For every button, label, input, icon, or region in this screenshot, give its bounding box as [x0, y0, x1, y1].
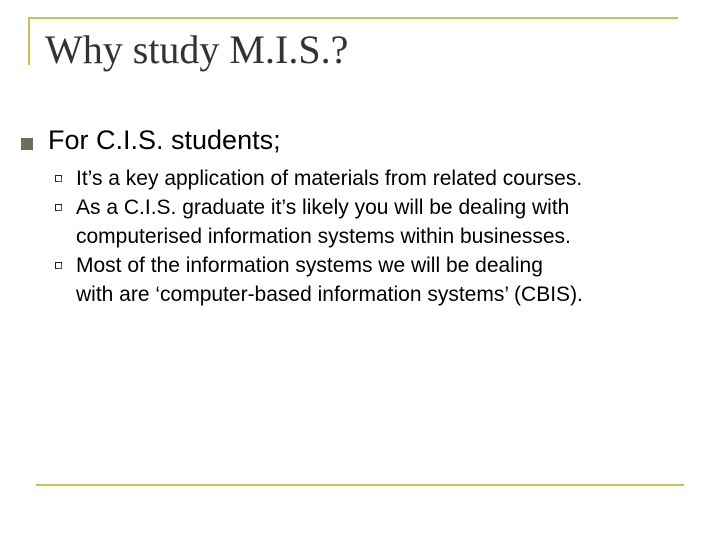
footer-rule [36, 484, 684, 486]
slide-title: Why study M.I.S.? [45, 27, 349, 72]
sub-bullet-item [48, 251, 720, 309]
shadowed-square-bullet-icon [55, 262, 62, 269]
sub-bullet-line: It’s a key application of materials from related courses. [76, 167, 583, 190]
title-rule-vertical [28, 17, 30, 65]
shadowed-square-bullet-icon [55, 175, 62, 182]
sub-bullet-list [48, 164, 720, 309]
filled-square-bullet-icon [21, 138, 33, 150]
sub-bullet-line: with are ‘computer-based information systems’ (CBIS). [76, 283, 583, 306]
sub-bullet-line: computerised information systems within businesses. [76, 225, 571, 248]
sub-bullet-line: As a C.I.S. graduate it’s likely you will be dealing with [76, 196, 570, 219]
title-rule-horizontal [28, 17, 678, 19]
main-bullet-text: For C.I.S. students; [48, 125, 281, 155]
shadowed-square-bullet-icon [55, 204, 62, 211]
sub-bullet-item [48, 164, 720, 193]
sub-bullet-line: Most of the information systems we will be dealing [76, 254, 543, 277]
sub-bullet-item [48, 193, 720, 251]
